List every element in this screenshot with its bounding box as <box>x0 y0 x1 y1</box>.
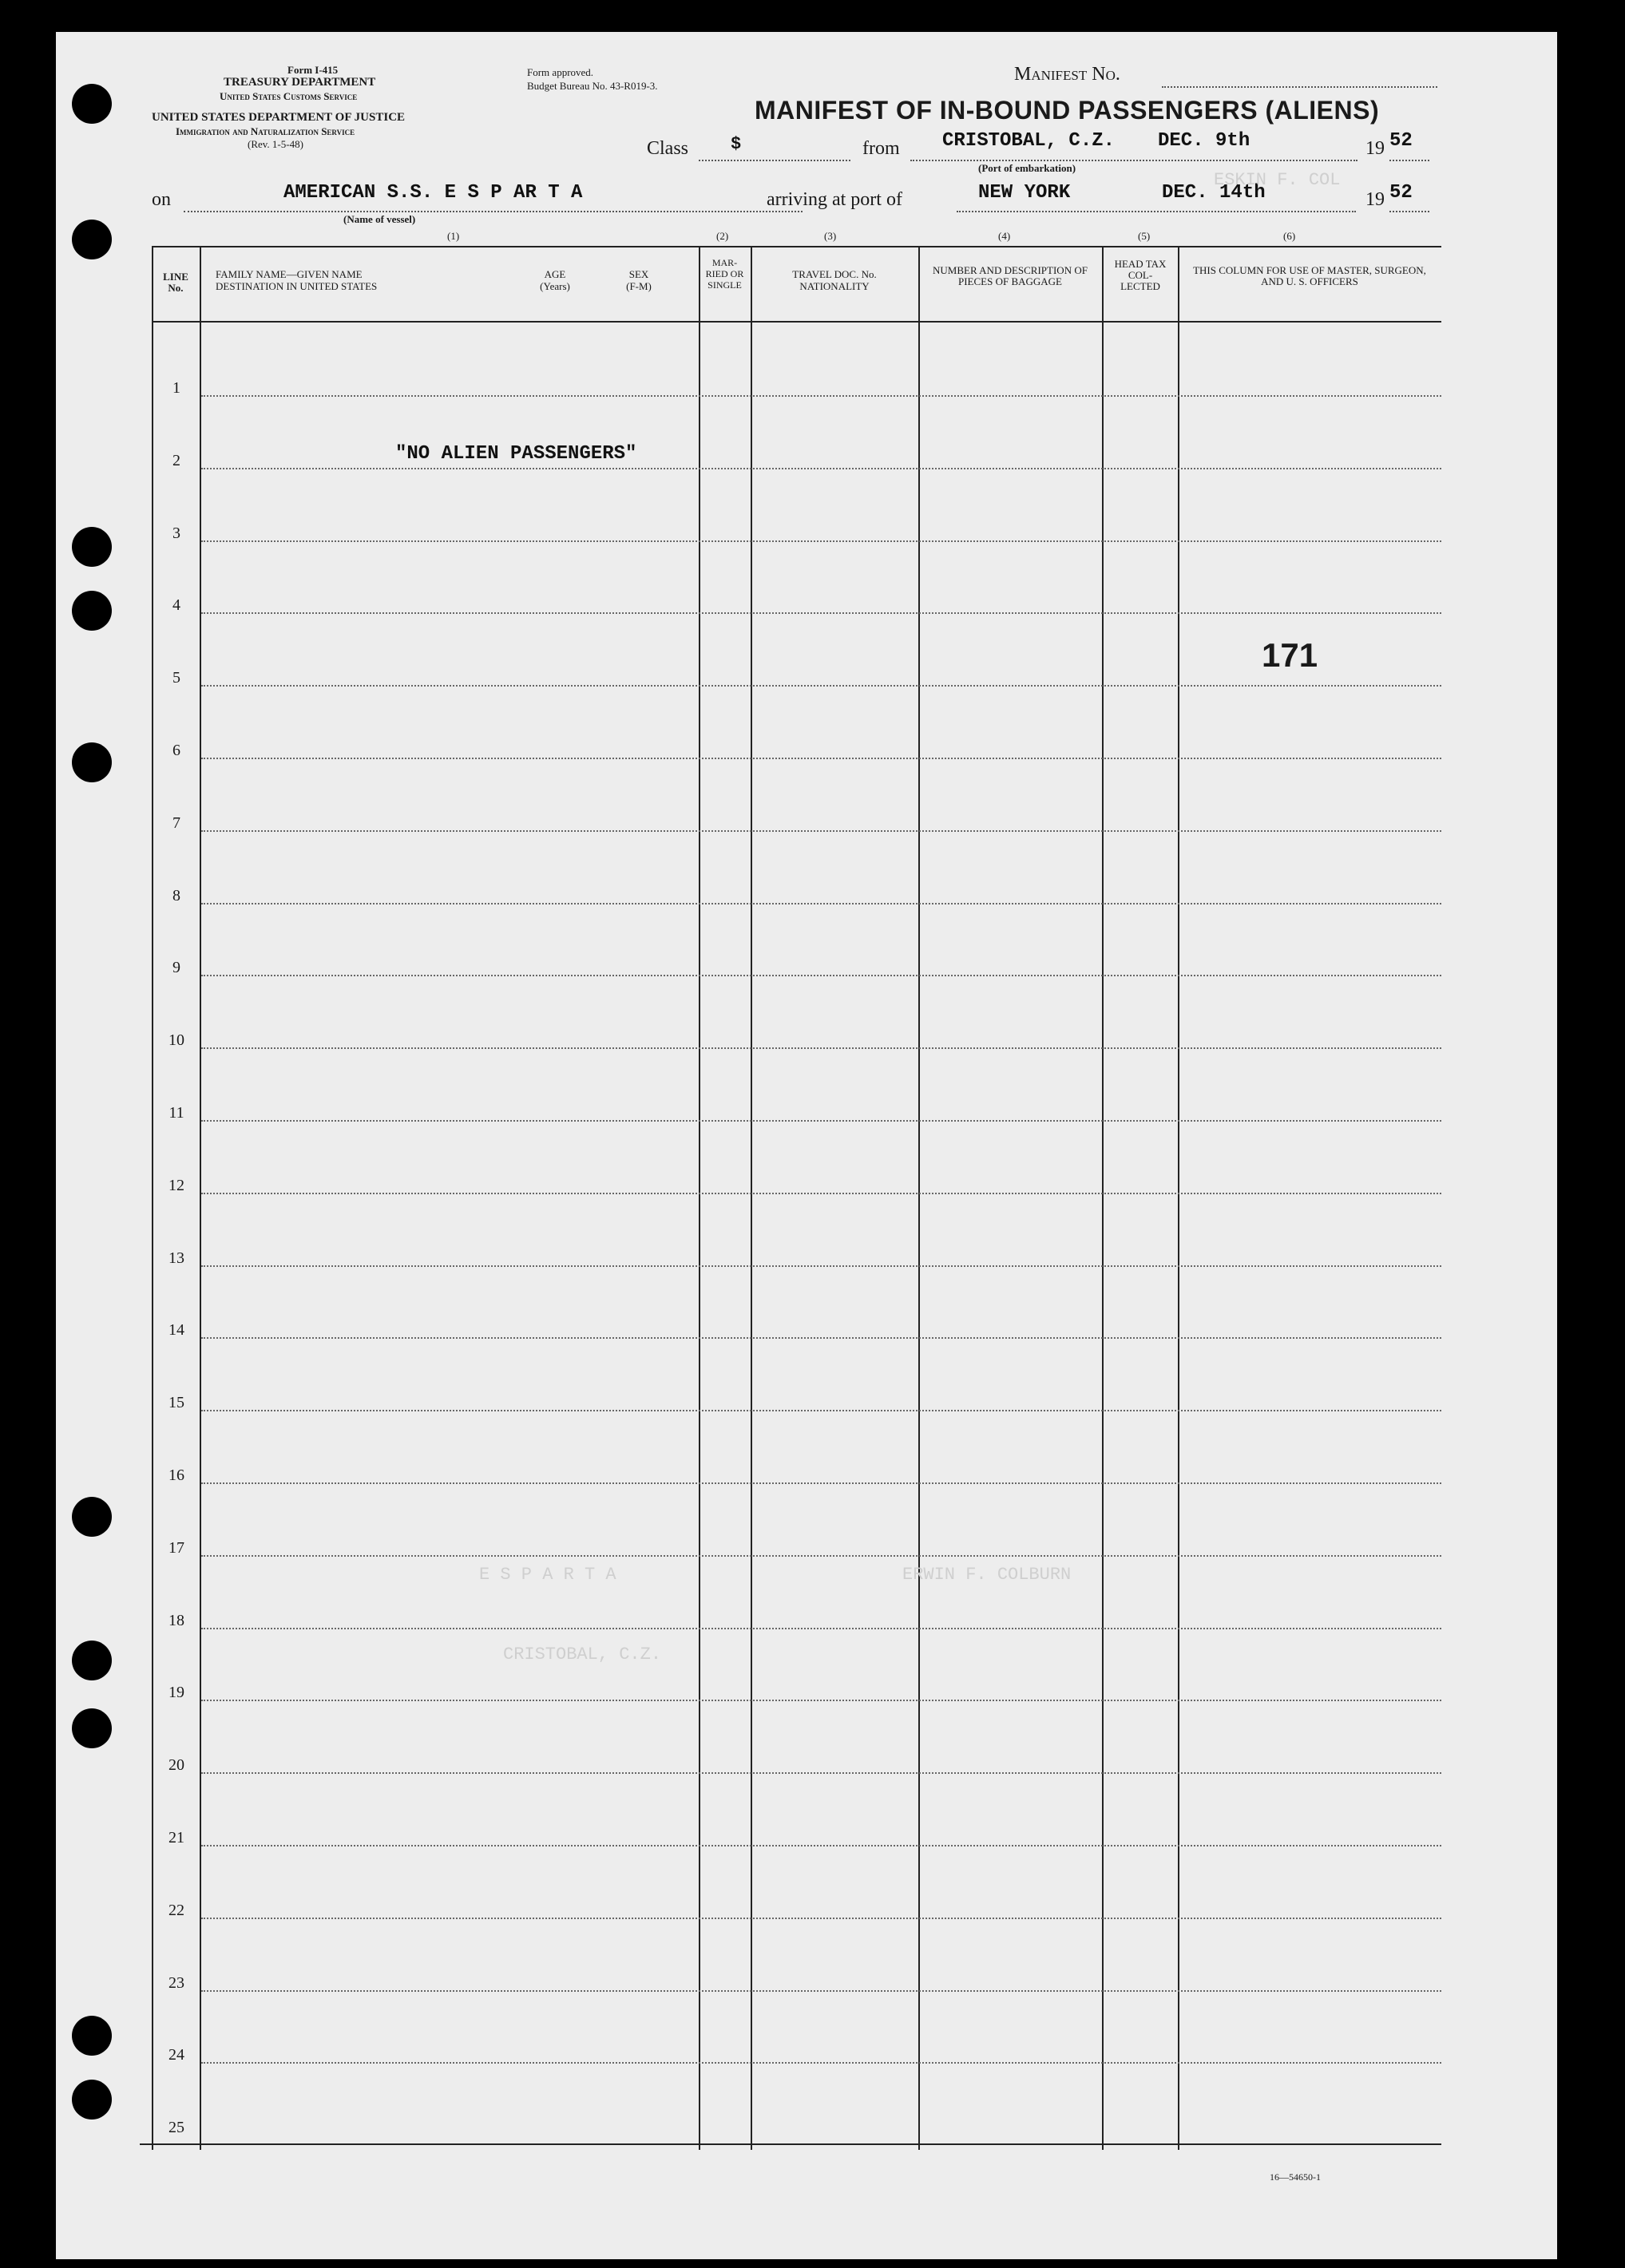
col-divider <box>1178 246 1179 2150</box>
row-number: 23 <box>168 1973 184 1992</box>
col-header-married: MAR-RIED OR SINGLE <box>705 257 744 291</box>
vessel-line <box>184 211 803 212</box>
col-header-destination: DESTINATION IN UNITED STATES <box>216 280 378 292</box>
row-number: 8 <box>172 886 180 904</box>
bleed-through-text: ESKIN F. COL <box>1214 170 1341 190</box>
col-divider <box>699 246 700 2150</box>
row-number: 16 <box>168 1466 184 1484</box>
from-date: DEC. 9th <box>1158 130 1250 152</box>
table-row <box>201 758 1441 759</box>
table-row <box>201 685 1441 687</box>
class-label: Class <box>647 138 689 159</box>
arrival-year-prefix: 19 <box>1365 189 1385 210</box>
row-number: 7 <box>172 813 180 832</box>
row-number: 18 <box>168 1611 184 1629</box>
customs-service: United States Customs Service <box>220 90 358 102</box>
vessel-caption: (Name of vessel) <box>343 213 416 225</box>
arrival-port: NEW YORK <box>978 182 1071 204</box>
row-number: 6 <box>172 742 180 759</box>
bleed-through-text: ERWIN F. COLBURN <box>902 1565 1072 1585</box>
table-row <box>201 1628 1441 1629</box>
row-number: 21 <box>168 1829 184 1846</box>
manifest-title: MANIFEST OF IN-BOUND PASSENGERS (ALIENS) <box>755 96 1380 125</box>
row-number: 22 <box>168 1901 184 1919</box>
col-header-officers: THIS COLUMN FOR USE OF MASTER, SURGEON, AND U. S. OFFICERS <box>1193 264 1426 287</box>
table-row <box>201 1265 1441 1267</box>
punch-hole <box>72 220 112 259</box>
table-row <box>201 540 1441 542</box>
punch-hole <box>72 84 112 124</box>
ins-service: Immigration and Naturalization Service <box>176 125 355 137</box>
punch-hole <box>72 742 112 782</box>
table-row <box>201 1410 1441 1411</box>
punch-hole <box>72 1497 112 1537</box>
table-row <box>201 1555 1441 1557</box>
punch-hole <box>72 2016 112 2056</box>
manifest-page <box>56 32 1557 2259</box>
arrival-line <box>957 211 1356 212</box>
row-number: 19 <box>168 1684 184 1702</box>
col-header-nationality: NATIONALITY <box>799 280 870 292</box>
no-alien-passengers-stamp: "NO ALIEN PASSENGERS" <box>395 443 637 465</box>
page-number: 171 <box>1262 636 1318 674</box>
treasury-dept: TREASURY DEPARTMENT <box>224 76 376 89</box>
col-header-age-unit: (Years) <box>540 280 570 292</box>
table-row <box>201 1120 1441 1122</box>
table-row <box>201 975 1441 976</box>
col-header-age: AGE <box>544 268 566 280</box>
port-caption: (Port of embarkation) <box>978 162 1076 174</box>
row-number: 20 <box>168 1756 184 1775</box>
table-row <box>201 612 1441 614</box>
form-approved: Form approved. <box>527 66 594 78</box>
from-year-line <box>1389 160 1429 161</box>
row-number: 1 <box>172 379 180 397</box>
class-value: $ <box>731 134 742 154</box>
row-number: 15 <box>168 1394 184 1412</box>
table-row <box>201 1482 1441 1484</box>
arrival-year-line <box>1389 211 1429 212</box>
row-number: 17 <box>168 1538 184 1557</box>
punch-hole <box>72 1708 112 1748</box>
row-number: 2 <box>172 451 180 469</box>
col-divider <box>918 246 920 2150</box>
punch-hole <box>72 527 112 567</box>
header-bottom-border <box>152 321 1441 323</box>
table-top-border <box>152 246 1441 247</box>
arriving-label: arriving at port of <box>767 189 902 210</box>
table-row <box>201 1700 1441 1701</box>
from-port: CRISTOBAL, C.Z. <box>942 130 1116 152</box>
col-number-5: (5) <box>1138 230 1151 242</box>
col-header-baggage: NUMBER AND DESCRIPTION OF PIECES OF BAGGAGE <box>933 264 1088 287</box>
col-header-sex-unit: (F-M) <box>626 280 652 292</box>
print-code: 16—54650-1 <box>1270 2171 1321 2183</box>
on-label: on <box>152 189 171 210</box>
table-row <box>201 903 1441 904</box>
table-row <box>201 468 1441 469</box>
table-row <box>201 1337 1441 1339</box>
table-row <box>201 1047 1441 1049</box>
vessel-name: AMERICAN S.S. E S P AR T A <box>283 182 583 204</box>
manifest-no-line <box>1162 86 1437 88</box>
row-number: 25 <box>168 2119 184 2137</box>
row-number: 11 <box>168 1104 184 1122</box>
row-number: 5 <box>172 669 180 687</box>
row-number: 10 <box>168 1031 184 1050</box>
bleed-through-text: CRISTOBAL, C.Z. <box>503 1645 662 1664</box>
col-header-name: FAMILY NAME—GIVEN NAME <box>216 268 363 280</box>
table-row <box>201 1990 1441 1992</box>
col-header-sex: SEX <box>628 268 649 280</box>
col-divider <box>751 246 752 2150</box>
col-number-2: (2) <box>716 230 729 242</box>
col-number-1: (1) <box>447 230 460 242</box>
col-number-3: (3) <box>824 230 837 242</box>
from-year-prefix: 19 <box>1365 138 1385 159</box>
row-number: 14 <box>168 1321 184 1340</box>
table-left-border <box>152 246 153 2150</box>
from-year: 52 <box>1389 130 1413 152</box>
col-divider <box>1102 246 1104 2150</box>
from-line <box>910 160 1357 161</box>
row-number: 24 <box>168 2046 184 2064</box>
col-number-6: (6) <box>1283 230 1296 242</box>
bleed-through-text: E S P A R T A <box>479 1565 616 1585</box>
form-number: Form I-415 <box>287 64 339 76</box>
class-line <box>699 160 850 161</box>
revision: (Rev. 1-5-48) <box>248 138 303 150</box>
row-number: 12 <box>168 1176 184 1194</box>
table-row <box>201 1918 1441 1919</box>
table-row <box>201 1772 1441 1774</box>
budget-bureau: Budget Bureau No. 43-R019-3. <box>527 80 658 92</box>
row-number: 13 <box>168 1249 184 1267</box>
arrival-year: 52 <box>1389 182 1413 204</box>
punch-hole <box>72 2080 112 2120</box>
table-row <box>201 1193 1441 1194</box>
table-row <box>201 395 1441 397</box>
row-number: 4 <box>172 596 180 615</box>
row-number: 3 <box>172 524 180 542</box>
from-label: from <box>862 138 900 159</box>
col-header-head-tax: HEAD TAX COL-LECTED <box>1114 258 1167 292</box>
row-number: 9 <box>172 959 180 977</box>
col-header-travel-doc: TRAVEL DOC. No. <box>792 268 877 280</box>
table-row <box>201 830 1441 832</box>
justice-dept: UNITED STATES DEPARTMENT OF JUSTICE <box>152 111 406 124</box>
table-row <box>201 2062 1441 2064</box>
table-row <box>201 1845 1441 1846</box>
col-divider <box>200 246 201 2150</box>
arrival-date: DEC. 14th <box>1162 182 1266 204</box>
punch-hole <box>72 591 112 631</box>
col-header-line-no: LINE No. <box>163 271 188 294</box>
table-bottom-border <box>140 2143 1441 2145</box>
punch-hole <box>72 1641 112 1680</box>
col-number-4: (4) <box>998 230 1011 242</box>
manifest-no-label: Manifest No. <box>1014 64 1120 85</box>
